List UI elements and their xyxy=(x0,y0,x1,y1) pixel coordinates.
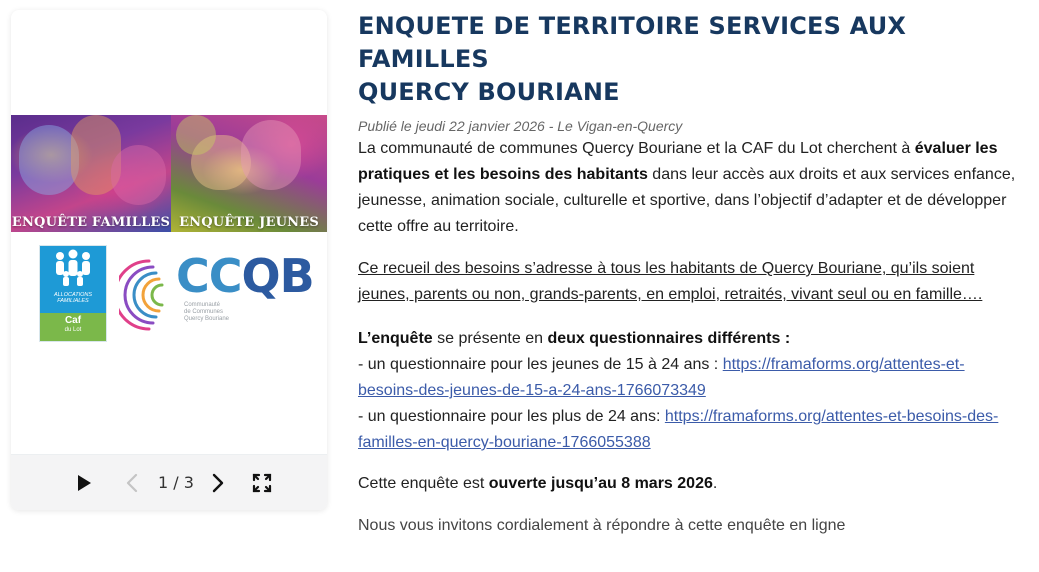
survey-banner xyxy=(11,115,327,232)
article-title-line: QUERCY BOURIANE xyxy=(358,78,620,106)
families-label: ENQUÊTE FAMILLES xyxy=(11,215,171,230)
ccqb-caption-line: Communauté xyxy=(184,302,221,308)
article-title xyxy=(358,10,1018,109)
slide-counter: 1 / 3 xyxy=(158,473,194,492)
fullscreen-button[interactable] xyxy=(248,455,276,510)
adult-questionnaire-link[interactable]: https://framaforms.org/attentes-et-besoins-des-familles-en-quercy-bouriane-1766055388 xyxy=(358,408,999,451)
ccqb-letters-cc: CC xyxy=(176,249,242,303)
youth-photo xyxy=(171,115,327,232)
article xyxy=(358,10,1018,534)
previous-button[interactable] xyxy=(119,455,145,510)
deadline-end: . xyxy=(712,475,718,492)
chevron-left-icon xyxy=(126,473,138,493)
caf-name: Caf xyxy=(64,315,82,326)
caf-family-icon xyxy=(40,246,106,292)
survey-label: L’enquête xyxy=(358,330,433,347)
youth-label: ENQUÊTE JEUNES xyxy=(179,215,319,230)
next-button[interactable] xyxy=(205,455,231,510)
image-gallery xyxy=(11,10,327,510)
ccqb-swirl-icon xyxy=(119,255,173,335)
intro-highlight: évaluer les pratiques et les besoins des habitants xyxy=(358,140,998,183)
families-photo xyxy=(11,115,171,232)
adult-questionnaire-text: - un questionnaire pour les plus de 24 ans: xyxy=(358,408,665,425)
chevron-right-icon xyxy=(212,473,224,493)
fullscreen-icon xyxy=(252,473,272,493)
deadline-paragraph xyxy=(358,471,1018,497)
ccqb-letters-qb: QB xyxy=(241,249,314,303)
ccqb-logo-text xyxy=(176,249,314,303)
publication-meta: Publié le jeudi 22 janvier 2026 - Le Vigan-en-Quercy xyxy=(358,118,683,134)
deadline-text: Cette enquête est xyxy=(358,475,489,492)
questionnaires-paragraph xyxy=(358,326,1018,456)
ccqb-caption xyxy=(184,302,229,323)
ccqb-caption-line: Quercy Bouriane xyxy=(184,316,230,322)
intro-text: La communauté de communes Quercy Bouriane et la CAF du Lot cherchent à xyxy=(358,140,915,157)
play-button[interactable] xyxy=(69,455,99,510)
gallery-controls xyxy=(11,454,327,510)
survey-count: deux questionnaires différents : xyxy=(547,330,791,347)
caf-sub: du Lot xyxy=(64,327,82,333)
deadline-date: ouverte jusqu’au 8 mars 2026 xyxy=(488,475,713,492)
survey-text: se présente en xyxy=(432,330,548,347)
play-icon xyxy=(76,474,92,492)
youth-questionnaire-text: - un questionnaire pour les jeunes de 15 à 24 ans : xyxy=(358,356,723,373)
caf-small-text: ALLOCATIONS FAMILIALES xyxy=(53,292,93,304)
intro-text-end: dans leur accès aux droits et aux services enfance, jeunesse, animation sociale, culturelle et sportive, dans l’objectif d’adapter et de développer cette offre au territoire. xyxy=(358,166,1016,235)
youth-questionnaire-link[interactable]: https://framaforms.org/attentes-et-besoins-des-jeunes-de-15-a-24-ans-1766073349 xyxy=(358,356,965,399)
audience-paragraph: Ce recueil des besoins s’adresse à tous les habitants de Quercy Bouriane, qu’ils soient jeunes, parents ou non, grands-parents, en emploi, retraités, vivant seul ou en famille…. xyxy=(358,260,983,303)
intro-paragraph xyxy=(358,136,1018,240)
invitation-paragraph: Nous vous invitons cordialement à répondre à cette enquête en ligne xyxy=(358,517,846,534)
article-title-line: ENQUETE DE TERRITOIRE SERVICES AUX FAMILLES xyxy=(358,12,907,73)
caf-logo xyxy=(39,245,107,342)
partner-logos xyxy=(11,245,327,350)
gallery-slide-image[interactable] xyxy=(11,115,327,350)
ccqb-caption-line: de Communes xyxy=(184,309,224,315)
